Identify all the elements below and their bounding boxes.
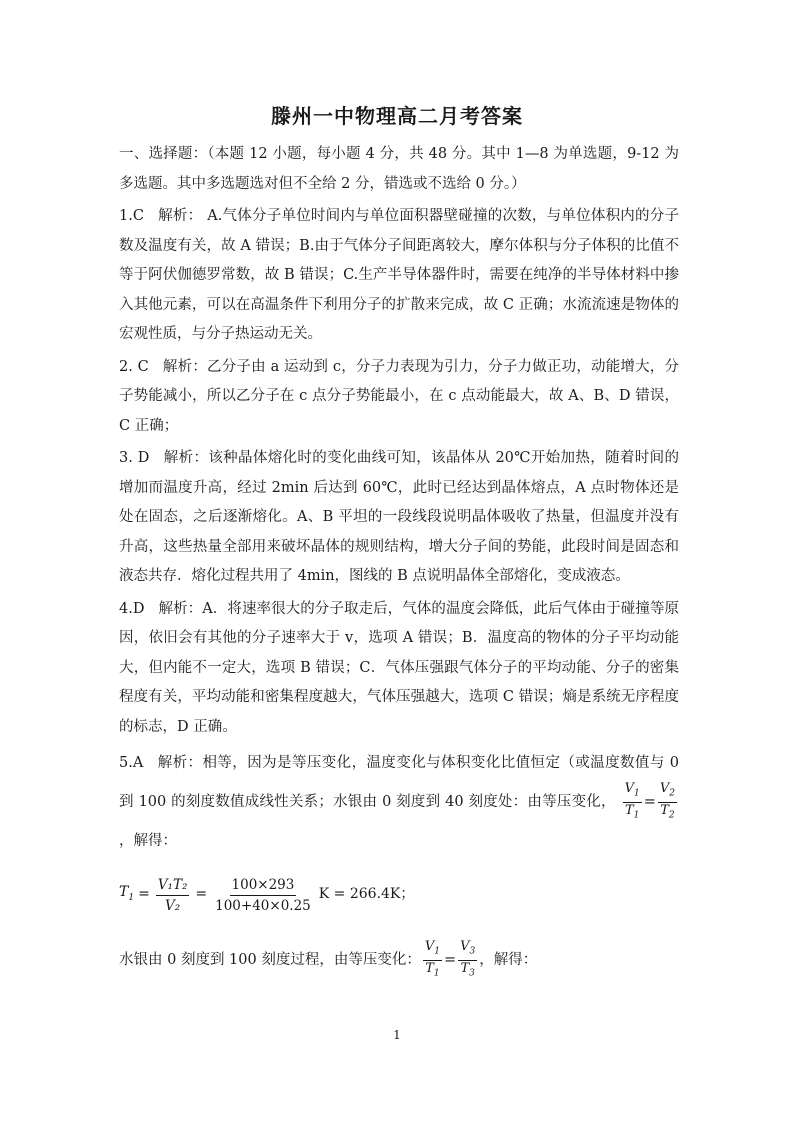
answer-label: 解析：	[163, 450, 209, 466]
answer-item	[119, 202, 679, 350]
fraction-v1-t1: $\frac{V_1}{T_1}$	[624, 781, 640, 821]
fraction-v3-t3: $\frac{V_3}{T_3}$	[460, 939, 476, 979]
equation-fraction-2: $\frac{100\times 293}{100+40\times 0.25}$	[215, 876, 311, 914]
document-body	[119, 140, 679, 981]
line2-end: ，解得：	[479, 951, 538, 968]
fraction-v2-t2: $\frac{V_2}{T_2}$	[659, 781, 675, 821]
answer-number: 4.D	[119, 600, 145, 617]
equation-fraction-1: $\frac{\text{V₁T₂}}{\text{V₂}}$	[157, 876, 188, 914]
answer-continuation: 水银由 0 刻度到 100 刻度过程，由等压变化： $\frac{V_1}{T_1}$ = $\frac{V_3}{T_3}$ ，解得：	[119, 939, 679, 981]
answer-text: A．将速率很大的分子取走后，气体的温度会降低，此后气体由于碰撞等原因，依旧会有其他的分子速率大于 v，选项 A 错误；B．温度高的物体的分子平均动能大，但内能不一定大，选项 B 错误；C．气体压强跟气体分子的平均动能、分子的密集程度有关，平均动能和密集程度越大，气体压强越大，选项 C 错误；熵是系统无序程度的标志，D 正确。	[119, 600, 680, 735]
answer-number: 3. D	[119, 450, 150, 466]
answer-label: 解析：	[157, 208, 203, 224]
answer-number: 2. C	[119, 358, 149, 375]
answer-item: 5.A 解析：相等，因为是等压变化，温度变化与体积变化比值恒定（或温度数值与 0 到 100 的刻度数值成线性关系；水银由 0 刻度到 40 刻度处：由等压变化， $\frac{V_1}{T_1}$ = $\frac{V_2}{T_2}$ ，解得：	[119, 755, 679, 850]
answer-number: 1.C	[119, 208, 144, 224]
answer-label: 解析：	[157, 755, 203, 771]
answer-label: 解析：	[158, 600, 203, 617]
line2-text: 水银由 0 刻度到 100 刻度过程，由等压变化：	[119, 951, 421, 968]
answer-label: 解析：	[162, 358, 208, 375]
answer-text: 相等，因为是等压变化，温度变化与体积变化比值恒定（或温度数值与 0 到 100 的刻度数值成线性关系；水银由 0 刻度到 40 刻度处：由等压变化，	[119, 755, 679, 811]
fraction-v1-t1-b: $\frac{V_1}{T_1}$	[424, 939, 440, 979]
section-header: 一、选择题：（本题 12 小题，每小题 4 分，共 48 分。其中 1—8 为单选题，9-12 为多选题。其中多选题选对但不全给 2 分，错选或不选给 0 分。）	[119, 146, 679, 192]
answer-number: 5.A	[119, 755, 144, 771]
equation-lhs: $T_1$	[119, 883, 135, 903]
answer-item	[119, 353, 679, 442]
equation-t1: $T_1$ = $\frac{\text{V₁T₂}}{\text{V₂}}$ = $\frac{100\times 293}{100+40\times 0.25}$ K = 266.4K；	[119, 876, 415, 914]
solve-word: ，解得：	[119, 833, 177, 850]
answer-text: 该种晶体熔化时的变化曲线可知，该晶体从 20℃开始加热，随着时间的增加而温度升高，经过 2min 后达到 60℃，此时已经达到晶体熔点，A 点时物体还是处在固态，之后逐渐熔化。A、B 平坦的一段线段说明晶体吸收了热量，但温度并没有升高，这些热量全部用来破坏晶体的规则结构，增大分子间的势能，此段时间是固态和液态共存．熔化过程共用了 4min，图线的 B 点说明晶体全部熔化，变成液态。	[119, 450, 679, 584]
answer-text: A.气体分子单位时间内与单位面积器壁碰撞的次数，与单位体积内的分子数及温度有关，故 A 错误；B.由于气体分子间距离较大，摩尔体积与分子体积的比值不等于阿伏伽德罗常数，故 B 错误；C.生产半导体器件时，需要在纯净的半导体材料中掺入其他元素，可以在高温条件下利用分子的扩散来完成，故 C 正确；水流流速是物体的宏观性质，与分子热运动无关。	[119, 208, 680, 342]
page-number: 1	[393, 1028, 401, 1042]
page-title: 滕州一中物理高二月考答案	[271, 104, 523, 128]
equation-result: K = 266.4K；	[318, 886, 415, 903]
answer-item	[119, 444, 679, 592]
answer-text: 乙分子由 a 运动到 c，分子力表现为引力，分子力做正功，动能增大，分子势能减小，所以乙分子在 c 点分子势能最小，在 c 点动能最大，故 A、B、D 错误，C 正确；	[119, 358, 679, 434]
answer-item	[119, 595, 679, 743]
